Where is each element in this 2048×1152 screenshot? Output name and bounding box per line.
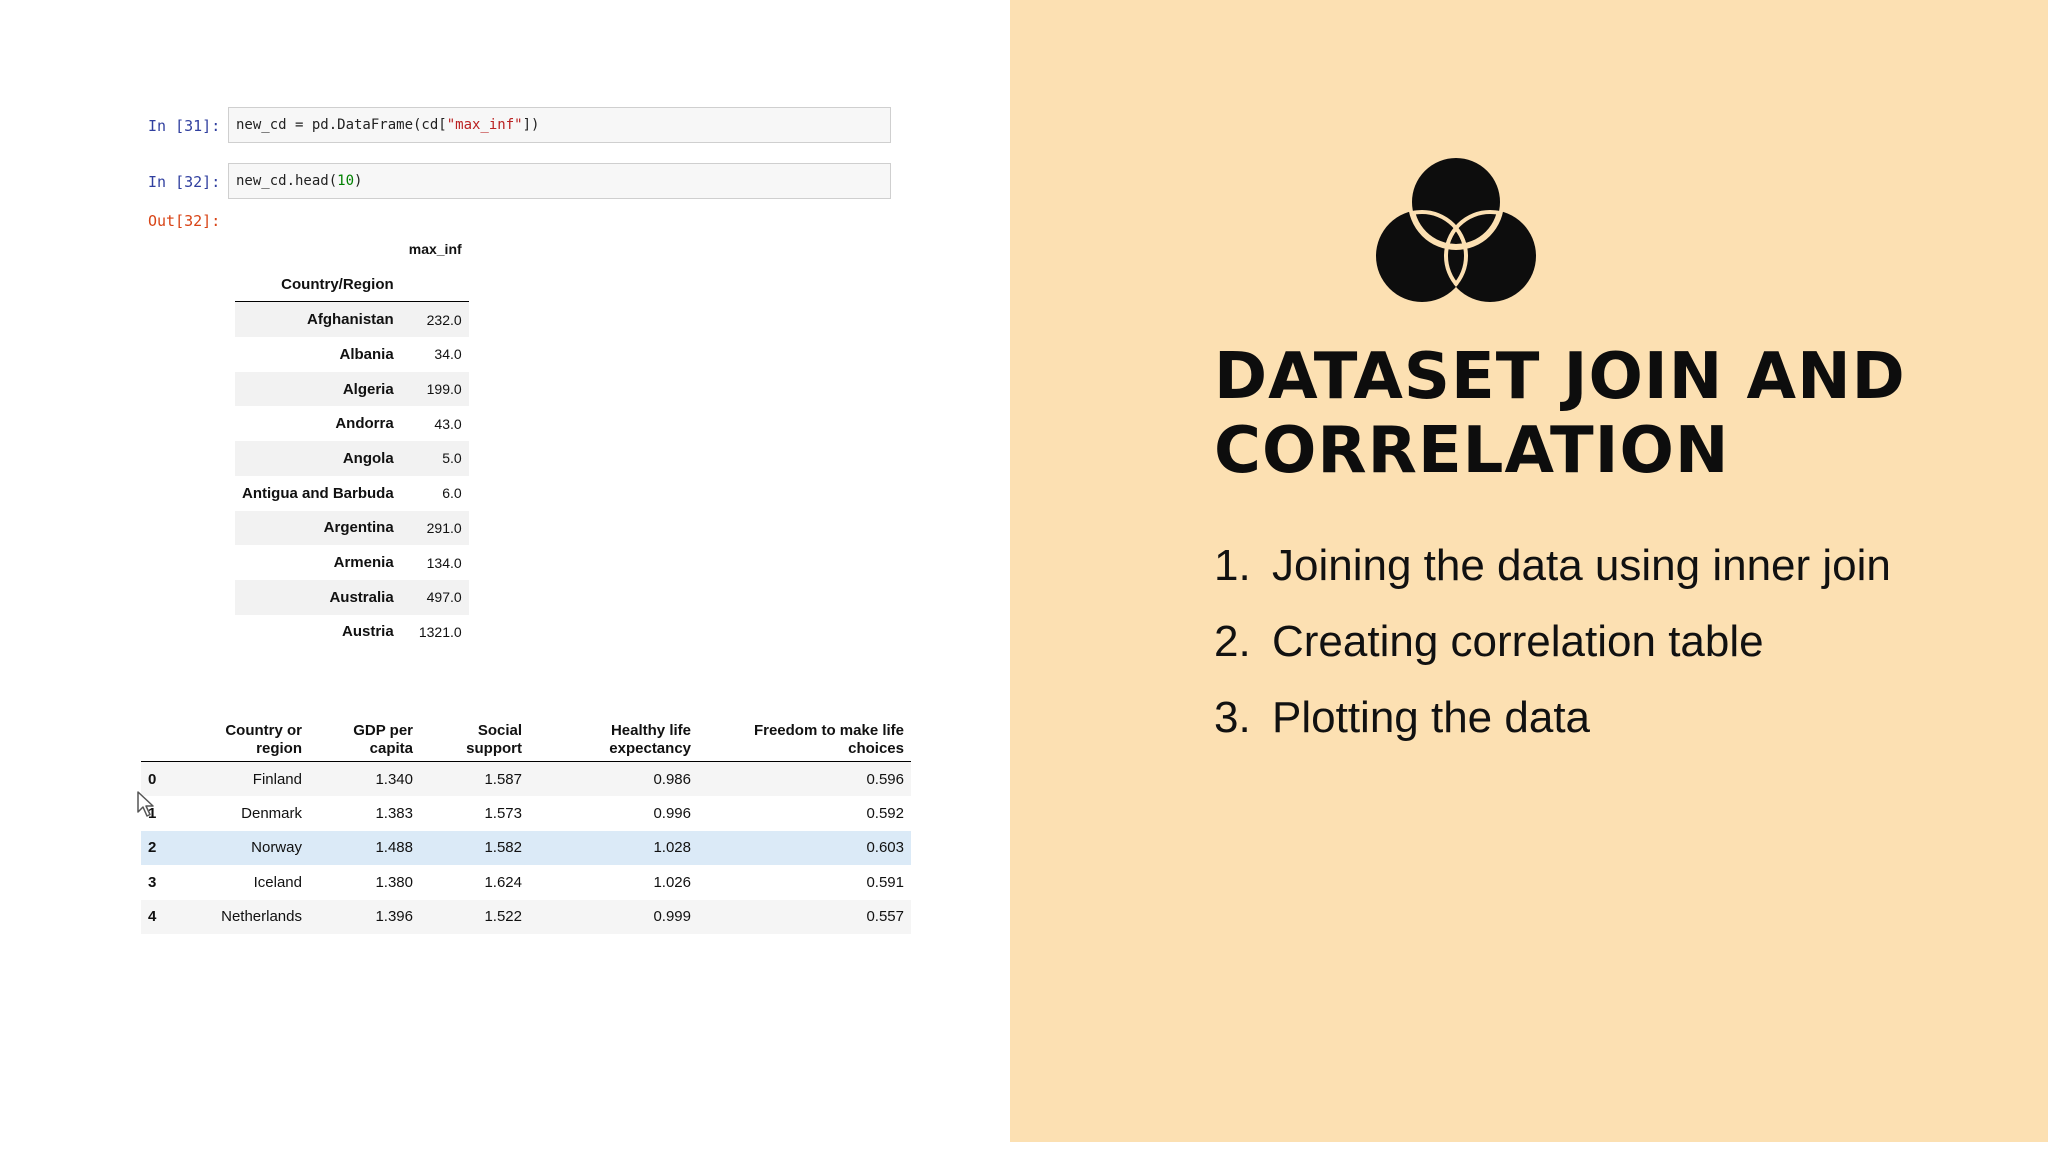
row-index: 4 xyxy=(141,900,175,934)
slide-title xyxy=(1214,340,2014,488)
country-cell: Argentina xyxy=(235,511,401,546)
mouse-cursor-icon xyxy=(136,790,156,818)
bullet-number: 1. xyxy=(1214,541,1251,590)
country-cell: Finland xyxy=(175,762,309,797)
table-row xyxy=(235,511,469,546)
freedom-cell: 0.591 xyxy=(866,873,904,891)
df1-index-name: Country/Region xyxy=(235,267,401,302)
cell-32-code[interactable] xyxy=(228,163,891,199)
list-item xyxy=(1214,538,1894,594)
df2-header-country: Country or region xyxy=(175,708,309,762)
max-inf-dataframe xyxy=(235,232,469,649)
country-cell: Andorra xyxy=(335,415,394,433)
bullet-text: Plotting the data xyxy=(1272,693,1591,742)
code-text: ) xyxy=(354,173,363,189)
three-circles-venn-icon xyxy=(1374,152,1538,304)
value-cell: 199.0 xyxy=(401,372,469,407)
code-text: ]) xyxy=(522,117,540,133)
table-row xyxy=(141,900,911,934)
df1-header-blank xyxy=(235,232,401,267)
cell-31-prompt: In [31]: xyxy=(148,117,221,135)
list-item xyxy=(1214,690,1894,746)
country-cell: Netherlands xyxy=(175,900,309,934)
cell-31-code[interactable] xyxy=(228,107,891,143)
health-cell: 0.999 xyxy=(529,900,698,934)
df2-header-freedom: Freedom to make life choices xyxy=(698,708,911,762)
df1-column-header: max_inf xyxy=(408,241,462,258)
freedom-cell: 0.557 xyxy=(698,900,911,934)
notebook-screenshot-pane xyxy=(0,0,1010,1152)
value-cell: 291.0 xyxy=(401,511,469,546)
df2-header-gdp: GDP per capita xyxy=(309,708,420,762)
country-cell: Antigua and Barbuda xyxy=(242,484,394,502)
df1-index-blank xyxy=(401,267,469,302)
gdp-cell: 1.380 xyxy=(375,873,413,891)
social-cell: 1.573 xyxy=(484,805,522,823)
bullet-list xyxy=(1214,538,1894,766)
value-cell: 43.0 xyxy=(434,415,462,432)
table-row xyxy=(141,796,911,830)
bullet-text: Creating correlation table xyxy=(1272,617,1764,666)
gdp-cell: 1.488 xyxy=(309,831,420,865)
country-cell: Angola xyxy=(235,441,401,476)
social-cell: 1.587 xyxy=(420,762,529,797)
row-index: 2 xyxy=(141,831,175,865)
row-index: 3 xyxy=(148,873,157,891)
table-row xyxy=(235,406,469,441)
value-cell: 232.0 xyxy=(401,302,469,337)
slide-title-line-2: CORRELATION xyxy=(1214,414,1730,488)
country-cell: Australia xyxy=(235,580,401,615)
table-row-highlighted xyxy=(141,831,911,865)
value-cell: 6.0 xyxy=(442,485,462,502)
code-string: "max_inf" xyxy=(446,117,523,133)
freedom-cell: 0.592 xyxy=(866,805,904,823)
social-cell: 1.522 xyxy=(420,900,529,934)
out-32-prompt: Out[32]: xyxy=(148,212,221,230)
table-row xyxy=(141,762,911,797)
df2-header-health: Healthy life expectancy xyxy=(529,708,698,762)
value-cell: 497.0 xyxy=(401,580,469,615)
country-cell: Norway xyxy=(175,831,309,865)
freedom-cell: 0.596 xyxy=(698,762,911,797)
row-index: 0 xyxy=(141,762,175,797)
country-cell: Iceland xyxy=(253,873,302,891)
table-row xyxy=(235,476,469,511)
gdp-cell: 1.396 xyxy=(309,900,420,934)
value-cell: 5.0 xyxy=(401,441,469,476)
table-row xyxy=(141,865,911,899)
df1-index-name-row xyxy=(235,267,469,302)
table-row xyxy=(235,545,469,580)
social-cell: 1.624 xyxy=(484,873,522,891)
bullet-number: 2. xyxy=(1214,617,1251,666)
bullet-text: Joining the data using inner join xyxy=(1272,541,1891,590)
row-index: 1 xyxy=(148,805,157,823)
table-row xyxy=(235,441,469,476)
df2-header-social: Social support xyxy=(420,708,529,762)
table-row xyxy=(235,372,469,407)
df2-header-index xyxy=(141,708,175,762)
df1-header-row xyxy=(235,232,469,267)
freedom-cell: 0.603 xyxy=(698,831,911,865)
happiness-dataframe xyxy=(141,708,911,934)
value-cell: 134.0 xyxy=(426,554,462,571)
slide-title-line-1: DATASET JOIN AND xyxy=(1214,340,1906,414)
country-cell: Albania xyxy=(339,345,394,363)
bullet-number: 3. xyxy=(1214,693,1251,742)
code-text: new_cd.head( xyxy=(236,173,338,189)
gdp-cell: 1.340 xyxy=(309,762,420,797)
cell-32 xyxy=(148,163,228,201)
health-cell: 1.026 xyxy=(653,873,691,891)
country-cell: Austria xyxy=(341,623,394,641)
cell-31 xyxy=(148,107,228,145)
social-cell: 1.582 xyxy=(420,831,529,865)
table-row xyxy=(235,580,469,615)
value-cell: 34.0 xyxy=(434,346,462,363)
health-cell: 0.986 xyxy=(529,762,698,797)
gdp-cell: 1.383 xyxy=(375,805,413,823)
health-cell: 0.996 xyxy=(653,805,691,823)
country-cell: Denmark xyxy=(241,805,302,823)
code-number: 10 xyxy=(337,173,355,189)
table-row xyxy=(235,615,469,650)
cell-32-prompt: In [32]: xyxy=(148,173,221,191)
country-cell: Algeria xyxy=(235,372,401,407)
table-row xyxy=(235,337,469,372)
value-cell: 1321.0 xyxy=(418,623,462,640)
country-cell: Armenia xyxy=(333,554,394,572)
country-cell: Afghanistan xyxy=(235,302,401,337)
code-text: new_cd = pd.DataFrame(cd[ xyxy=(236,117,447,133)
table-row xyxy=(235,302,469,337)
bottom-strip xyxy=(1010,1142,2048,1152)
df2-header-row xyxy=(141,708,911,762)
list-item xyxy=(1214,614,1894,670)
health-cell: 1.028 xyxy=(529,831,698,865)
